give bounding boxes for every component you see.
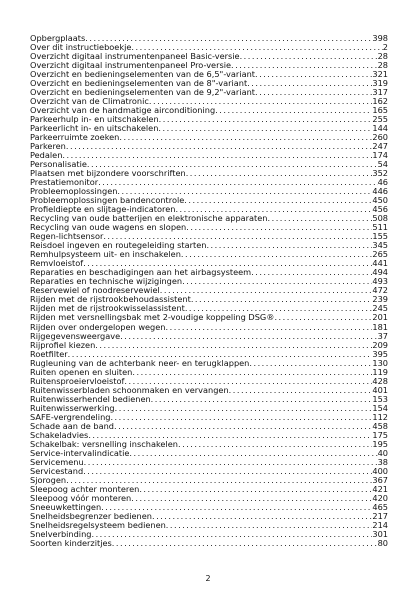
entry-label: Parkeerruimte zoeken: [30, 132, 120, 143]
entry-label: Rijgegevensweergave: [30, 330, 121, 341]
entry-label: Service-intervalindicatie: [30, 447, 130, 458]
entry-label: Rijden met versnellingsbak met 2-voudige koppeling DSG®: [30, 312, 275, 323]
entry-label: Ruiten openen en sluiten: [30, 366, 133, 377]
index-entry: [30, 341, 388, 350]
entry-label: Snelverbinding: [30, 528, 92, 539]
entry-page-number: 37: [377, 330, 388, 341]
dot-leader: [247, 79, 372, 88]
dot-leader: [186, 223, 372, 232]
entry-label: Recycling van oude batterijen en elektronische apparaten: [30, 213, 268, 224]
entry-page-number: 317: [372, 87, 388, 98]
entry-page-number: 201: [372, 312, 388, 323]
entry-label: Parkeerhulp in- en uitschakelen: [30, 114, 159, 125]
entry-label: Sleepoog achter monteren: [30, 483, 140, 494]
dot-leader: [66, 142, 373, 151]
entry-page-number: 28: [377, 60, 388, 71]
entry-label: Ruitenwisserwerking: [30, 402, 115, 413]
entry-label: Overzicht digitaal instrumentenpaneel Basic-versie: [30, 51, 240, 62]
dot-leader: [240, 52, 378, 61]
dot-leader: [191, 295, 373, 304]
dot-leader: [166, 521, 373, 530]
index-entry: [30, 458, 388, 467]
dot-leader: [229, 386, 373, 395]
dot-leader: [274, 313, 372, 322]
entry-page-number: 165: [372, 105, 388, 116]
entry-page-number: 40: [377, 447, 388, 458]
entry-label: Overzicht van de Climatronic: [30, 96, 149, 107]
entry-page-number: 441: [372, 258, 388, 269]
entry-label: Sneeuwkettingen: [30, 501, 102, 512]
entry-page-number: 155: [372, 231, 388, 242]
dot-leader: [215, 106, 372, 115]
entry-page-number: 367: [372, 474, 388, 485]
entry-page-number: 46: [377, 177, 388, 188]
dot-leader: [249, 359, 372, 368]
entry-label: Ruitensproeiervloeistof: [30, 375, 125, 386]
entry-page-number: 345: [372, 240, 388, 251]
dot-leader: [255, 70, 372, 79]
dot-leader: [152, 512, 372, 521]
entry-page-number: 130: [372, 357, 388, 368]
entry-page-number: 38: [377, 456, 388, 467]
dot-leader: [132, 368, 372, 377]
dot-leader: [158, 124, 372, 133]
index-entry: [30, 467, 388, 476]
entry-label: Parkeren: [30, 141, 66, 152]
entry-page-number: 395: [372, 348, 388, 359]
entry-page-number: 119: [372, 366, 388, 377]
entry-label: Schade aan de band: [30, 420, 115, 431]
dot-leader: [160, 286, 373, 295]
entry-page-number: 28: [377, 51, 388, 62]
entry-page-number: 319: [372, 78, 388, 89]
dot-leader: [119, 133, 372, 142]
index-entry: [30, 250, 388, 259]
entry-label: Over dit instructieboekje: [30, 42, 132, 53]
index-entry: [30, 449, 388, 458]
entry-label: Profieldiepte en slijtage-indicatoren: [30, 204, 176, 215]
dot-leader: [112, 539, 378, 548]
dot-leader: [268, 214, 373, 223]
entry-label: Sleepoog vóór monteren: [30, 492, 132, 503]
entry-label: Pedalen: [30, 150, 63, 161]
entry-page-number: 217: [372, 510, 388, 521]
entry-label: Snelheidsregelsysteem bedienen: [30, 519, 166, 530]
entry-page-number: 255: [372, 114, 388, 125]
entry-label: Remvloeistof: [30, 258, 84, 269]
entry-page-number: 400: [372, 465, 388, 476]
entry-page-number: 352: [372, 168, 388, 179]
entry-label: Servicemenu: [30, 456, 84, 467]
entry-page-number: 239: [372, 294, 388, 305]
entry-label: Sjorogen: [30, 474, 67, 485]
dot-leader: [181, 250, 372, 259]
entry-page-number: 456: [372, 204, 388, 215]
dot-leader: [114, 422, 372, 431]
entry-page-number: 162: [372, 96, 388, 107]
entry-page-number: 195: [372, 438, 388, 449]
entry-label: Schakelbak: versnelling inschakelen: [30, 438, 178, 449]
entry-page-number: 420: [372, 492, 388, 503]
entry-page-number: 511: [372, 222, 388, 233]
dot-leader: [95, 341, 372, 350]
entry-label: Rugleuning van de achterbank neer- en terugklappen: [30, 357, 250, 368]
dot-leader: [184, 196, 372, 205]
entry-label: Personalisatie: [30, 159, 87, 170]
dot-leader: [151, 395, 373, 404]
entry-label: Regen-lichtsensor: [30, 231, 104, 242]
entry-page-number: 181: [372, 321, 388, 332]
index-entry: [30, 133, 388, 142]
entry-page-number: 247: [372, 141, 388, 152]
dot-leader: [206, 241, 372, 250]
entry-label: Overzicht van de handmatige airconditioning: [30, 105, 216, 116]
entry-page-number: 428: [372, 375, 388, 386]
entry-label: Overzicht digitaal instrumentenpaneel Pro-versie: [30, 60, 232, 71]
entry-page-number: 458: [372, 420, 388, 431]
entry-label: Probleemoplossingen: [30, 186, 118, 197]
entry-label: Snelheidsbegrenzer bedienen: [30, 510, 152, 521]
dot-leader: [91, 530, 372, 539]
entry-label: Overzicht en bedieningselementen van de 8"-variant: [30, 78, 248, 89]
dot-leader: [251, 268, 372, 277]
dot-leader: [131, 494, 372, 503]
entry-page-number: 245: [372, 303, 388, 314]
entry-page-number: 144: [372, 123, 388, 134]
entry-label: Reservewiel of noodreservewiel: [30, 285, 160, 296]
entry-label: SAFE-vergrendeling: [30, 411, 111, 422]
entry-label: Servicestand: [30, 465, 84, 476]
entry-page-number: 401: [372, 384, 388, 395]
entry-label: Rijden met de rijstrookwisselassistent: [30, 303, 185, 314]
dot-leader: [115, 404, 373, 413]
dot-leader: [139, 485, 372, 494]
entry-page-number: 214: [372, 519, 388, 530]
dot-leader: [84, 458, 378, 467]
entry-page-number: 494: [372, 267, 388, 278]
entry-label: Opbergplaats: [30, 33, 86, 43]
entry-page-number: 153: [372, 393, 388, 404]
entry-page-number: 450: [372, 195, 388, 206]
entry-label: Soorten kinderzitjes: [30, 537, 112, 548]
entry-label: Ruitenwisserbladen schoonmaken en vervangen: [30, 384, 229, 395]
entry-label: Remhulpsysteem uit- en inschakelen: [30, 249, 181, 260]
entry-page-number: 112: [372, 411, 388, 422]
entry-page-number: 175: [372, 429, 388, 440]
entry-page-number: 54: [377, 159, 388, 170]
entry-label: Rijden over ondergelopen wegen: [30, 321, 166, 332]
index-entry: [30, 142, 388, 151]
dot-leader: [120, 332, 377, 341]
entry-label: Prestatiemonitor: [30, 177, 99, 188]
page-number: 2: [205, 574, 211, 583]
dot-leader: [83, 467, 372, 476]
entry-label: Plaatsen met bijzondere voorschriften: [30, 168, 186, 179]
entry-label: Rijprofiel kiezen: [30, 339, 96, 350]
entry-page-number: 398: [372, 33, 388, 43]
entry-page-number: 465: [372, 501, 388, 512]
index-entry: [30, 539, 388, 548]
dot-leader: [62, 151, 372, 160]
entry-page-number: 421: [372, 483, 388, 494]
entry-page-number: 174: [372, 150, 388, 161]
dot-leader: [98, 178, 378, 187]
dot-leader: [159, 115, 373, 124]
dot-leader: [178, 440, 372, 449]
dot-leader: [165, 323, 372, 332]
entry-page-number: 472: [372, 285, 388, 296]
index-list: [30, 34, 388, 548]
entry-label: Reparaties en beschadigingen aan het airbagsysteem: [30, 267, 252, 278]
dot-leader: [186, 169, 373, 178]
entry-label: Overzicht en bedieningselementen van de 6,5"-variant: [30, 69, 255, 80]
entry-page-number: 260: [372, 132, 388, 143]
entry-page-number: 508: [372, 213, 388, 224]
entry-label: Roetfilter: [30, 348, 68, 359]
entry-page-number: 321: [372, 69, 388, 80]
entry-label: Probleemoplossingen bandencontrole: [30, 195, 185, 206]
entry-label: Rijden met de rijstrookbehoudassistent: [30, 294, 191, 305]
entry-page-number: 209: [372, 339, 388, 350]
entry-page-number: 154: [372, 402, 388, 413]
entry-page-number: 2: [382, 42, 388, 53]
entry-label: Ruitenwisserhendel bedienen: [30, 393, 151, 404]
entry-page-number: 493: [372, 276, 388, 287]
entry-label: Schakeladvies: [30, 429, 89, 440]
entry-label: Reisdoel ingeven en routegeleiding starten: [30, 240, 207, 251]
entry-label: Overzicht en bedieningselementen van de 9,2"-variant: [30, 87, 255, 98]
dot-leader: [182, 277, 372, 286]
dot-leader: [255, 88, 372, 97]
dot-leader: [129, 449, 377, 458]
dot-leader: [110, 413, 372, 422]
entry-label: Recycling van oude wagens en slopen: [30, 222, 187, 233]
entry-label: Reparaties en technische wijzigingen: [30, 276, 183, 287]
entry-page-number: 80: [377, 537, 388, 548]
entry-page-number: 301: [372, 528, 388, 539]
entry-label: Parkeerlicht in- en uitschakelen: [30, 123, 159, 134]
entry-page-number: 265: [372, 249, 388, 260]
entry-page-number: 446: [372, 186, 388, 197]
